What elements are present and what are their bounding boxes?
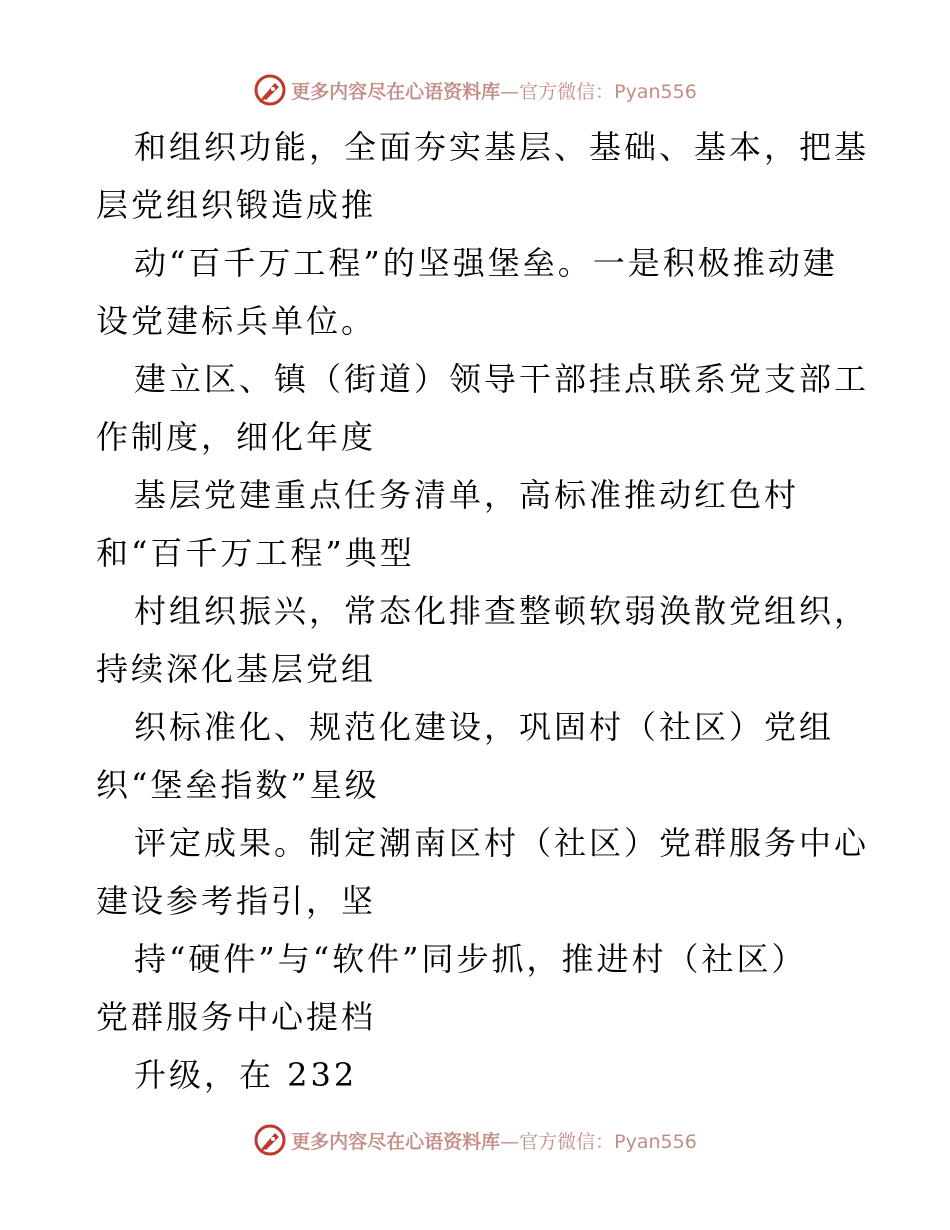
text-line: 织“堡垒指数”星级 [96, 766, 380, 804]
watermark-contact: 官方微信：Pyan556 [519, 80, 697, 103]
text-line: 升级，在 232 [134, 1056, 358, 1094]
text-line: 基层党建重点任务清单，高标准推动红色村 [134, 476, 800, 514]
watermark-brand: 更多内容尽在心语资料库 [291, 80, 501, 103]
header-watermark [0, 70, 950, 110]
text-line: 层党组织锻造成推 [96, 186, 377, 224]
text-line: 和“百千万工程”典型 [96, 534, 415, 572]
watermark-text [291, 77, 697, 104]
pen-nib-logo-icon [253, 73, 287, 107]
text-line: 持续深化基层党组 [96, 650, 377, 688]
text-line: 建立区、镇（街道）领导干部挂点联系党支部工 [134, 360, 870, 398]
watermark-contact: 官方微信：Pyan556 [519, 1130, 697, 1153]
text-line: 评定成果。制定潮南区村（社区）党群服务中心 [134, 824, 870, 862]
text-line: 动“百千万工程”的坚强堡垒。一是积极推动建 [134, 244, 838, 282]
text-line: 持“硬件”与“软件”同步抓，推进村（社区） [134, 940, 807, 978]
text-line: 织标准化、规范化建设，巩固村（社区）党组 [134, 708, 835, 746]
text-line: 和组织功能，全面夯实基层、基础、基本，把基 [134, 128, 870, 166]
text-line: 村组织振兴，常态化排查整顿软弱涣散党组织， [134, 592, 870, 630]
watermark-dash: — [500, 1130, 520, 1153]
pen-nib-logo-icon [253, 1123, 287, 1157]
text-line: 设党建标兵单位。 [96, 302, 377, 340]
text-line: 作制度，细化年度 [96, 418, 377, 456]
document-body [96, 118, 870, 1104]
text-line: 党群服务中心提档 [96, 998, 377, 1036]
watermark-brand: 更多内容尽在心语资料库 [291, 1130, 501, 1153]
watermark-text [291, 1127, 697, 1154]
footer-watermark [0, 1120, 950, 1160]
watermark-dash: — [500, 80, 520, 103]
text-line: 建设参考指引，坚 [96, 882, 377, 920]
